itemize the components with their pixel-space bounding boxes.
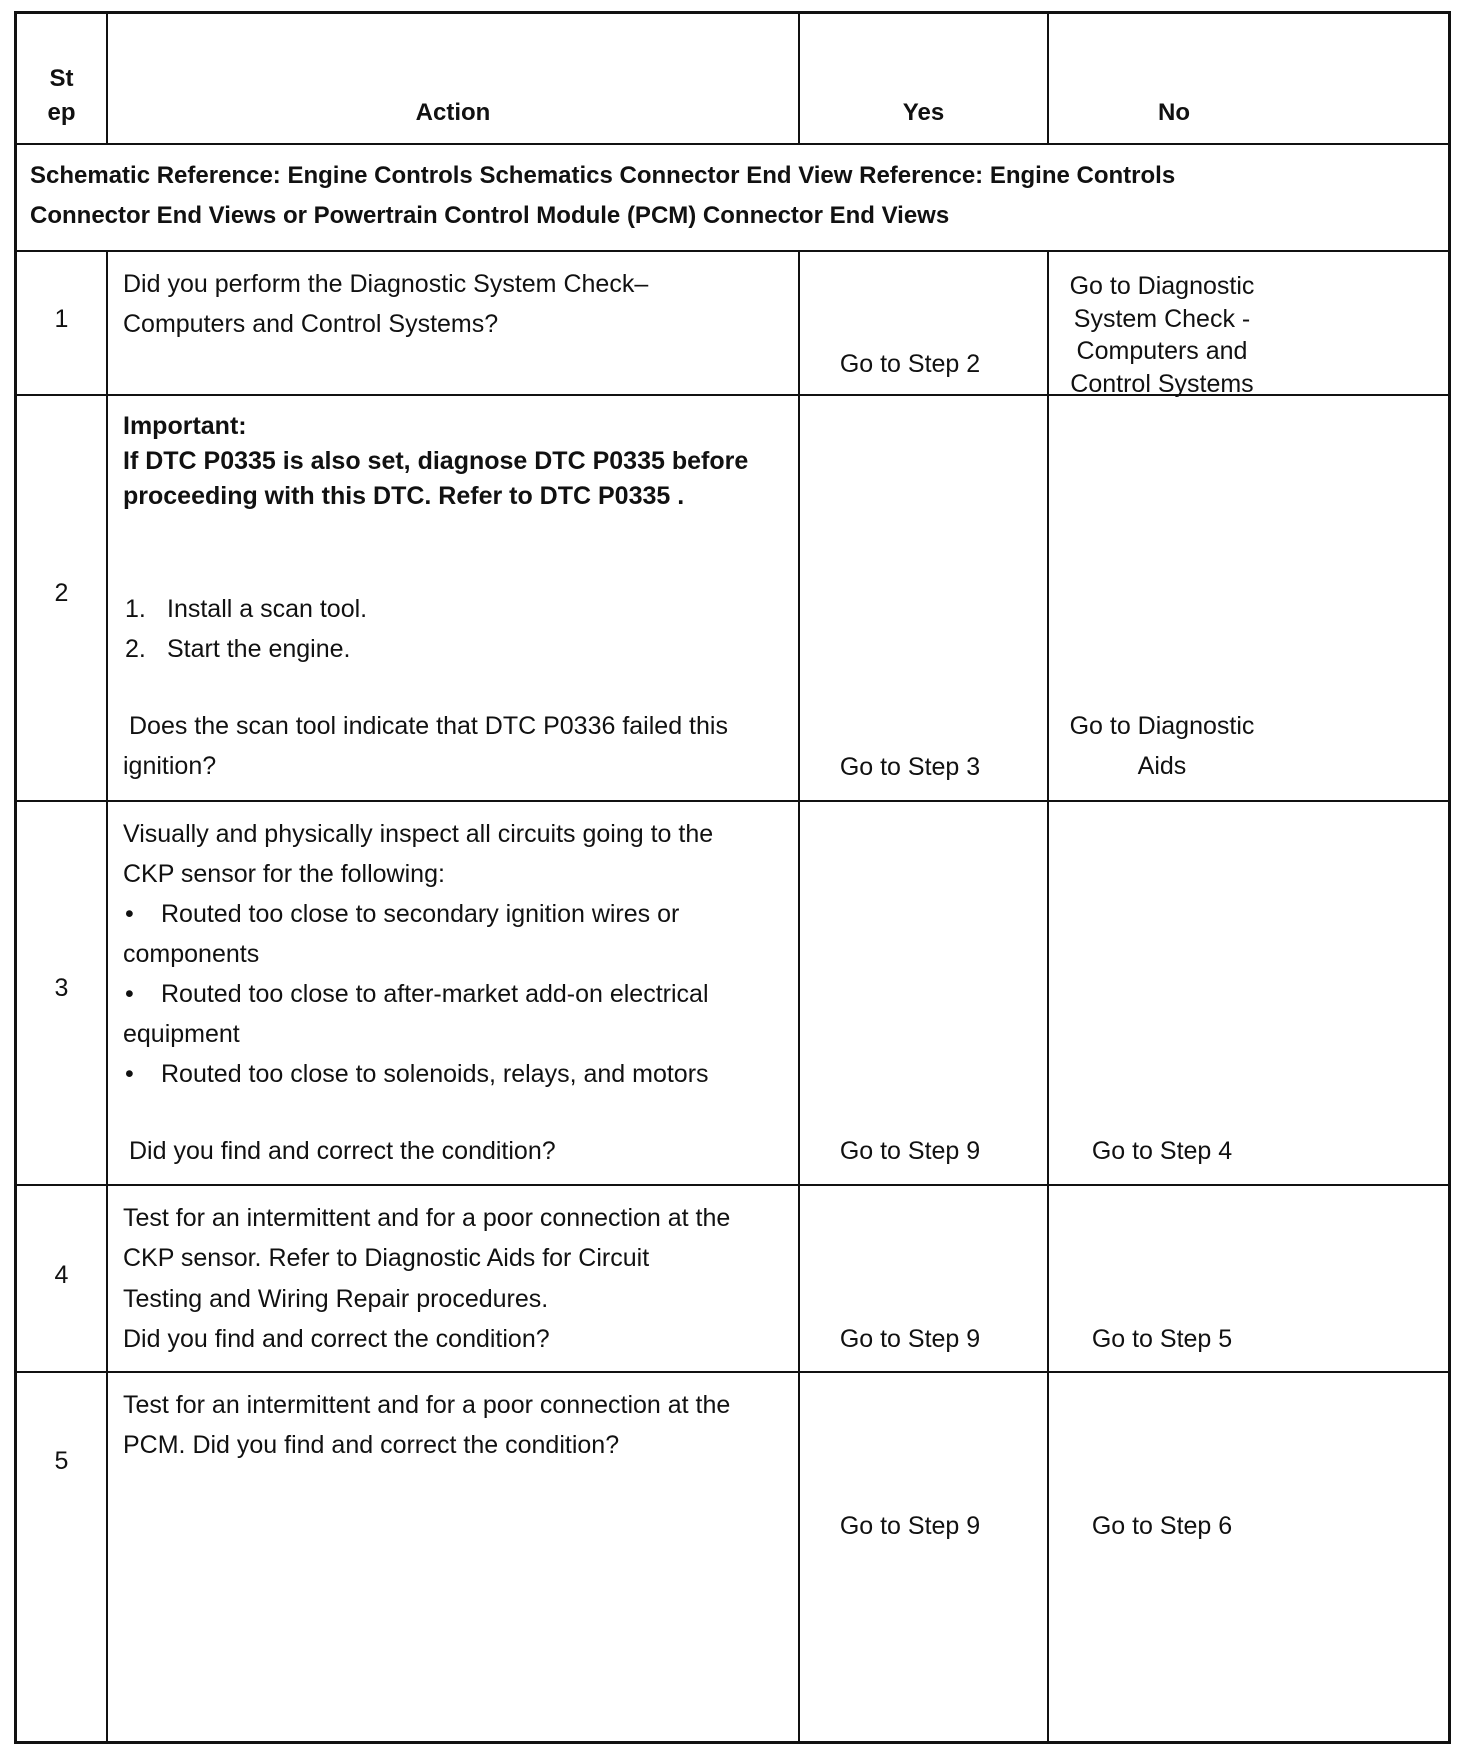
header-step-line: St — [49, 65, 74, 92]
list-item — [125, 589, 367, 629]
bullet-text: Routed too close to solenoids, relays, and motors — [161, 1060, 709, 1088]
yes-result: Go to Step 2 — [839, 350, 981, 378]
action-line: Visually and physically inspect all circuits going to the — [123, 820, 714, 848]
bullet-item — [123, 1054, 713, 1094]
no-line: Aids — [1137, 752, 1187, 780]
action-text — [123, 814, 713, 1094]
action-text — [123, 1198, 730, 1359]
bullet-continuation: components — [123, 940, 260, 968]
bullet-continuation: equipment — [123, 1020, 240, 1048]
no-line: Control Systems — [1070, 369, 1254, 398]
bullet-item — [123, 894, 713, 934]
no-result: Go to Step 6 — [1091, 1512, 1233, 1540]
action-text — [123, 264, 648, 344]
action-line: Did you perform the Diagnostic System Check– — [123, 270, 649, 298]
list-number: 1. — [125, 595, 146, 623]
header-no: No — [1158, 99, 1190, 126]
action-line: CKP sensor for the following: — [123, 860, 445, 888]
important-line: proceeding with this DTC. Refer to DTC P0335 . — [123, 482, 685, 510]
header-action: Action — [415, 99, 491, 126]
row-divider — [17, 1371, 1448, 1373]
header-step-line: ep — [47, 99, 76, 126]
header-step — [17, 62, 106, 130]
yes-result: Go to Step 9 — [839, 1325, 981, 1353]
action-line: Did you find and correct the condition? — [123, 1324, 550, 1353]
step-number: 4 — [54, 1261, 69, 1289]
step-number: 5 — [54, 1447, 69, 1475]
no-result — [1049, 706, 1275, 786]
schematic-reference-line: Schematic Reference: Engine Controls Schematics Connector End View Reference: Engine Controls — [30, 162, 1176, 189]
no-result — [1049, 270, 1275, 400]
schematic-reference-line: Connector End Views or Powertrain Control Module (PCM) Connector End Views — [30, 202, 950, 229]
question-line: Does the scan tool indicate that DTC P0336 failed this — [129, 712, 728, 740]
list-number: 2. — [125, 635, 146, 663]
bullet-text: Routed too close to secondary ignition wires or — [161, 900, 680, 928]
important-note — [123, 409, 748, 514]
no-line: Computers and — [1076, 337, 1248, 365]
row-divider — [17, 1184, 1448, 1186]
diagnostic-table — [14, 11, 1451, 1744]
action-line: Test for an intermittent and for a poor connection at the — [123, 1204, 731, 1232]
bullet-item — [123, 974, 713, 1014]
yes-result: Go to Step 9 — [839, 1137, 981, 1165]
yes-result: Go to Step 9 — [839, 1512, 981, 1540]
important-label: Important: — [123, 412, 247, 440]
action-text — [123, 1385, 730, 1465]
list-text: Install a scan tool. — [167, 595, 368, 623]
no-result: Go to Step 4 — [1091, 1137, 1233, 1165]
action-line: PCM. Did you find and correct the condition? — [123, 1431, 620, 1459]
step-number: 3 — [54, 974, 69, 1002]
action-line: Computers and Control Systems? — [123, 310, 499, 338]
no-line: System Check - — [1073, 304, 1251, 333]
row-divider — [17, 800, 1448, 802]
question-text — [123, 706, 728, 786]
step-number: 1 — [54, 305, 69, 333]
bullet-icon: • — [125, 980, 134, 1008]
row-divider — [17, 143, 1448, 145]
bullet-icon: • — [125, 1060, 134, 1088]
numbered-list — [125, 589, 367, 669]
bullet-text: Routed too close to after-market add-on electrical — [161, 980, 709, 1008]
bullet-icon: • — [125, 900, 134, 928]
important-line: If DTC P0335 is also set, diagnose DTC P0335 before — [123, 447, 749, 475]
question-text: Did you find and correct the condition? — [129, 1137, 556, 1165]
no-line: Go to Diagnostic — [1069, 272, 1255, 300]
action-line: Test for an intermittent and for a poor connection at the — [123, 1391, 731, 1419]
row-divider — [17, 250, 1448, 252]
action-line: CKP sensor. Refer to Diagnostic Aids for Circuit — [123, 1244, 650, 1273]
yes-result: Go to Step 3 — [839, 753, 981, 781]
step-number: 2 — [54, 579, 69, 607]
question-line: ignition? — [123, 752, 217, 780]
action-line: Testing and Wiring Repair procedures. — [123, 1284, 549, 1313]
list-item — [125, 629, 367, 669]
header-yes: Yes — [902, 99, 945, 126]
list-text: Start the engine. — [167, 635, 351, 663]
schematic-reference — [30, 156, 1175, 236]
no-result: Go to Step 5 — [1091, 1325, 1233, 1353]
no-line: Go to Diagnostic — [1069, 712, 1255, 740]
column-divider — [106, 250, 108, 1741]
